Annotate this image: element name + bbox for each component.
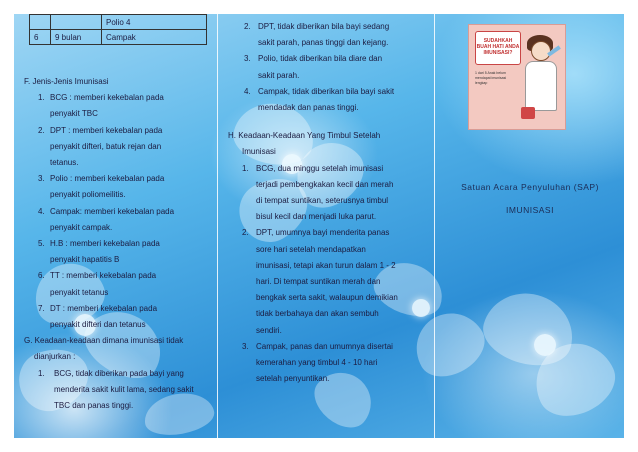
- list-item: [24, 301, 214, 333]
- item-text: Campak, panas dan umumnya disertai: [256, 341, 393, 351]
- list-item: [24, 123, 214, 172]
- item-number: 3.: [38, 174, 45, 184]
- item-text: TT : memberi kekebalan pada: [50, 271, 157, 281]
- item-text: Polio : memberi kekebalan pada: [50, 174, 165, 184]
- table-cell-vaccine: Polio 4: [102, 15, 207, 30]
- item-text: penyakit campak.: [50, 222, 113, 232]
- list-item: [24, 90, 214, 122]
- item-text: BCG : memberi kekebalan pada: [50, 93, 164, 103]
- item-text: tetanus.: [50, 158, 79, 168]
- item-text: DPT, tidak diberikan bila bayi sedang: [258, 22, 390, 31]
- item-text: hari. Di tempat suntikan merah dan: [256, 277, 381, 287]
- item-number: 4.: [38, 206, 45, 216]
- table-cell-age: [51, 15, 102, 30]
- item-text: TBC dan panas tinggi.: [54, 401, 134, 411]
- list-item: [228, 84, 428, 116]
- list-item: [24, 366, 214, 415]
- item-text: bengkak serta sakit, walaupun demikian: [256, 293, 398, 303]
- list-item: [228, 161, 428, 226]
- section-h-heading: H. Keadaan-Keadaan Yang Timbul Setelah: [228, 131, 381, 141]
- item-text: BCG, dua minggu setelah imunisasi: [256, 163, 384, 173]
- section-g-heading: G. Keadaan-keadaan dimana imunisasi tidak: [24, 336, 184, 346]
- table-row: [30, 30, 207, 45]
- table-cell-number: [30, 15, 51, 30]
- list-item: [228, 51, 428, 83]
- list-item: [228, 339, 428, 388]
- item-number: 1.: [242, 163, 249, 173]
- item-text: DPT, umumnya bayi menderita panas: [256, 228, 390, 238]
- list-item: [24, 204, 214, 236]
- item-text: H.B : memberi kekebalan pada: [50, 239, 160, 249]
- item-text: DT : memberi kekebalan pada: [50, 303, 158, 313]
- item-text: terjadi pembengkakan kecil dan merah: [256, 179, 394, 189]
- poster-text: 1 dari 5 Anak belum mendapat imunisasi lengkap: [475, 71, 507, 85]
- list-item: [228, 19, 428, 51]
- item-text: BCG, tidak diberikan pada bayi yang: [54, 368, 184, 378]
- item-text: DPT : memberi kekebalan pada: [50, 125, 163, 135]
- item-number: 3.: [244, 54, 251, 64]
- item-text: tidak berbahaya dan akan sembuh: [256, 309, 379, 319]
- item-text: penyakit tetanus: [50, 287, 109, 297]
- item-number: 6.: [38, 271, 45, 281]
- item-text: mendadak dan panas tinggi.: [258, 103, 359, 113]
- list-item: [24, 236, 214, 268]
- item-text: penyakit TBC: [50, 109, 98, 119]
- doctor-face: [531, 41, 551, 61]
- immunization-poster-image: [468, 24, 566, 130]
- item-number: 3.: [242, 341, 249, 351]
- item-text: bisul kecil dan menjadi luka parut.: [256, 212, 377, 222]
- item-text: penyakit difteri dan tetanus: [50, 320, 146, 330]
- poster-banner: SUDAHKAH BUAH HATI ANDA IMUNISASI?: [475, 31, 521, 65]
- list-item: [24, 171, 214, 203]
- item-text: Campak: memberi kekebalan pada: [50, 206, 175, 216]
- item-text: kemerahan yang timbul 4 - 10 hari: [256, 358, 378, 368]
- fold-line-right: [434, 14, 435, 438]
- list-item: [24, 268, 214, 300]
- item-text: sakit parah, panas tinggi dan kejang.: [258, 38, 389, 48]
- item-number: 7.: [38, 303, 45, 313]
- item-text: Polio, tidak diberikan bila diare dan: [258, 54, 383, 64]
- item-text: penyakit poliomeilitis.: [50, 190, 126, 200]
- section-h-heading-cont: Imunisasi: [242, 147, 276, 157]
- item-text: sore hari setelah mendapatkan: [256, 244, 366, 254]
- fold-line-left: [217, 14, 218, 438]
- cover-subtitle: IMUNISASI: [506, 205, 554, 215]
- column-2-text: [228, 19, 428, 387]
- table-cell-number: 6: [30, 30, 51, 45]
- table-cell-vaccine: Campak: [102, 30, 207, 45]
- item-text: penyakit difteri, batuk rejan dan: [50, 141, 162, 151]
- item-text: menderita sakit kulit lama, sedang sakit: [54, 384, 194, 394]
- list-item: [228, 225, 428, 338]
- item-number: 5.: [38, 239, 45, 249]
- medical-bag-icon: [521, 107, 535, 119]
- item-text: imunisasi, tetapi akan turun dalam 1 - 2: [256, 260, 396, 270]
- item-text: penyakit hapatitis B: [50, 255, 120, 265]
- item-number: 2.: [242, 228, 249, 238]
- item-text: Campak, tidak diberikan bila bayi sakit: [258, 86, 395, 96]
- item-number: 1.: [38, 368, 45, 378]
- doctor-coat: [525, 61, 557, 111]
- item-text: sakit parah.: [258, 70, 300, 80]
- item-text: sendiri.: [256, 325, 282, 335]
- cover-title: Satuan Acara Penyuluhan (SAP): [461, 182, 599, 192]
- column-1-text: [24, 74, 214, 414]
- section-g-heading-cont: dianjurkan :: [34, 352, 76, 362]
- item-number: 4.: [244, 86, 251, 96]
- item-text: di tempat suntikan, seterusnya timbul: [256, 196, 389, 206]
- item-text: setelah penyuntikan.: [256, 374, 330, 384]
- section-f-heading: F. Jenis-Jenis Imunisasi: [24, 77, 109, 86]
- table-row: [30, 15, 207, 30]
- leaflet-sheet: [14, 14, 624, 438]
- immunization-schedule-table: [29, 14, 207, 45]
- item-number: 1.: [38, 93, 45, 103]
- table-cell-age: 9 bulan: [51, 30, 102, 45]
- item-number: 2.: [244, 22, 251, 31]
- item-number: 2.: [38, 125, 45, 135]
